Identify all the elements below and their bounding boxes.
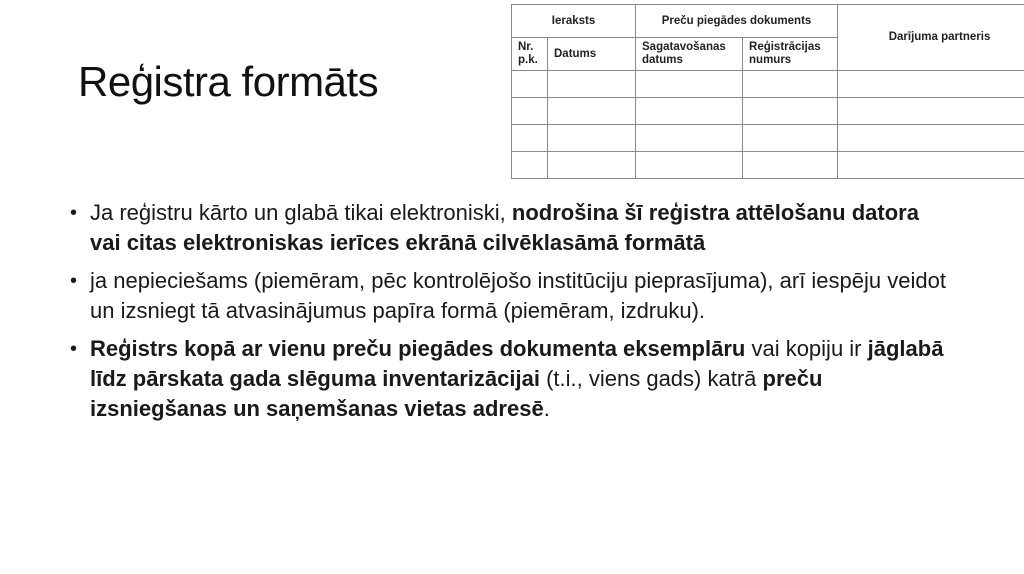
bullet-text-bold: preču izsniegšanas un saņemšanas vietas adresē <box>90 366 823 421</box>
table-cell <box>743 125 838 152</box>
header-reg-line1: Reģistrācijas <box>749 41 821 53</box>
table-cell <box>636 125 743 152</box>
table-row <box>512 71 1024 98</box>
table-cell <box>743 98 838 125</box>
bullet-text: . <box>543 396 550 421</box>
header-ieraksts: Ieraksts <box>512 5 636 38</box>
header-reg-line2: numurs <box>749 54 792 66</box>
header-nr-line1: Nr. <box>518 41 534 53</box>
bullet-text-bold: Reģistrs kopā ar vienu preču piegādes dokumenta eksemplāru <box>90 336 746 361</box>
table-cell <box>838 71 1024 98</box>
table-row <box>512 98 1024 125</box>
table-body <box>512 71 1024 179</box>
header-datums: Datums <box>548 38 636 71</box>
bullet-item <box>70 334 950 424</box>
header-sagatavosanas-datums <box>636 38 743 71</box>
table-cell <box>548 98 636 125</box>
header-sagat-line2: datums <box>642 54 683 66</box>
bullet-text: Ja reģistru kārto un glabā tikai elektroniski, <box>90 200 512 225</box>
slide-title: Reģistra formāts <box>78 58 379 105</box>
table-cell <box>838 98 1024 125</box>
bullet-dot-icon: • <box>70 270 78 292</box>
table-cell <box>548 152 636 179</box>
table-row <box>512 125 1024 152</box>
table-cell <box>512 125 548 152</box>
table-cell <box>838 125 1024 152</box>
header-sagat-line1: Sagatavošanas <box>642 41 726 53</box>
bullet-text-bold: nodrošina šī reģistra attēlošanu datora vai citas elektroniskas ierīces ekrānā cilvēklasāmā formātā <box>90 200 919 255</box>
header-piegades-dokuments: Preču piegādes dokuments <box>636 5 838 38</box>
table-cell <box>743 71 838 98</box>
bullet-text-bold: jāglabā līdz pārskata gada slēguma inventarizācijai <box>90 336 944 391</box>
table-cell <box>512 98 548 125</box>
table-cell <box>548 71 636 98</box>
table-cell <box>512 152 548 179</box>
table-cell <box>838 152 1024 179</box>
register-table <box>511 4 1024 179</box>
header-nr-pk <box>512 38 548 71</box>
bullet-item <box>70 266 950 326</box>
table-row <box>512 152 1024 179</box>
bullet-text: (t.i., viens gads) katrā <box>539 366 763 391</box>
bullet-dot-icon: • <box>70 202 78 224</box>
table-cell <box>636 152 743 179</box>
table-cell <box>636 71 743 98</box>
header-nr-line2: p.k. <box>518 54 538 66</box>
bullet-list <box>70 198 950 432</box>
table-cell <box>743 152 838 179</box>
register-format-table <box>511 4 1024 190</box>
bullet-text: ja nepieciešams (piemēram, pēc kontrolējošo institūciju pieprasījuma), arī iespēju veidot un izsniegt tā atvasinājumus papīra formā (piemēram, izdruku). <box>90 268 946 323</box>
table-cell <box>512 71 548 98</box>
header-darijuma-partneris: Darījuma partneris <box>838 5 1024 71</box>
header-registracijas-numurs <box>743 38 838 71</box>
table-cell <box>548 125 636 152</box>
bullet-item <box>70 198 950 258</box>
bullet-text: vai kopiju ir <box>745 336 868 361</box>
bullet-dot-icon: • <box>70 338 78 360</box>
table-group-header-row <box>512 5 1024 38</box>
table-cell <box>636 98 743 125</box>
